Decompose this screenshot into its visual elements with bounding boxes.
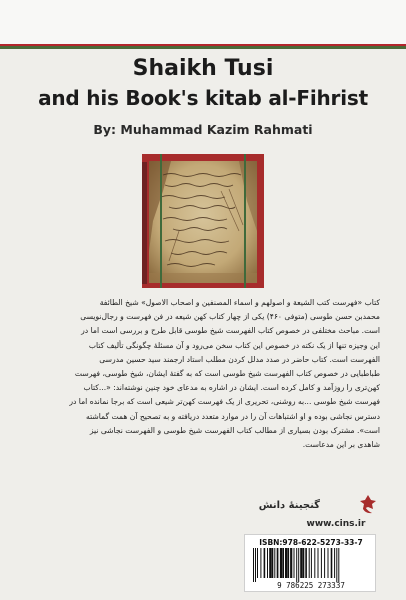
barcode-bar <box>282 548 284 578</box>
description-line: این وجیزه تنها از یک نکته در خصوص این کتاب سخن می‌رود و آن مسئلهٔ چگونگی تألیف کتاب <box>88 340 380 350</box>
book-title-line-2: and his Book's kitab al-Fihrist <box>38 86 368 110</box>
barcode-bar <box>255 548 256 582</box>
description-line: محمدبن حسن طوسی (متوفی ۴۶۰) یکی از چهار کتاب کهن شیعه در فن فهرست و رجال‌نویسی <box>80 312 380 322</box>
manuscript-left-border <box>142 162 147 284</box>
barcode-bar <box>321 548 322 578</box>
barcode-bar <box>314 548 315 578</box>
manuscript-green-frame <box>160 154 246 288</box>
barcode-bar <box>257 548 258 578</box>
description-line: دسترس نجاشی بوده و او اشتباهات آن را در موارد متعدد دریافته و به تصحیح آن همت گماشته <box>86 411 380 421</box>
publisher-logo <box>258 491 376 517</box>
barcode-bar <box>264 548 266 578</box>
barcode-bar <box>260 548 261 578</box>
description-line: الفهرست است. کتاب حاضر در صدد مدلل کردن مطلب استاد ارجمند سید حسین مدرسی <box>99 354 380 364</box>
publisher-logo-text: گنجینهٔ دانش <box>258 500 320 511</box>
description-line: فهرست شیخ طوسی ...به روشنی، تحریری از یک فهرست کهن‌تر شیعی است که برجا نمانده اما در <box>69 397 380 407</box>
barcode-bar <box>274 548 275 578</box>
description-line: کتاب «فهرست کتب الشیعة و اصولهم و اسماء المصنفین و اصحاب الاصول» شیخ الطائفة <box>99 298 380 307</box>
barcode-bar <box>298 548 299 582</box>
barcode-bar <box>328 548 329 578</box>
barcode-bar <box>334 548 335 578</box>
barcode-bar <box>331 548 333 578</box>
barcode-bar <box>272 548 274 578</box>
barcode-bar <box>285 548 287 578</box>
description-line: کهن‌تری را روزآمد و کامل کرده است. ایشان در اشاره به مدعای خود چنین نوشته‌اند: «...کتاب <box>83 383 380 393</box>
isbn-label: ISBN:978-622-5273-33-7 <box>259 538 363 547</box>
top-green-rule <box>0 46 406 49</box>
barcode-bar <box>294 548 295 578</box>
barcode-bar <box>269 548 271 578</box>
author-byline: By: Muhammad Kazim Rahmati <box>93 122 313 137</box>
barcode-bar <box>267 548 268 578</box>
barcode-bar <box>290 548 292 578</box>
barcode-box <box>244 534 376 592</box>
barcode-bar <box>338 548 339 582</box>
barcode <box>251 548 371 582</box>
description-line: است. مباحث مختلفی در خصوص کتاب الفهرست شیخ طوسی قابل طرح و بررسی است اما در <box>81 326 380 336</box>
barcode-bar <box>309 548 310 578</box>
barcode-bar <box>303 548 305 578</box>
description-line: شاهدی بر این مدعاست. <box>302 440 380 450</box>
barcode-bar <box>305 548 307 578</box>
barcode-bar <box>318 548 319 578</box>
top-band <box>0 0 406 48</box>
barcode-bar <box>287 548 289 578</box>
barcode-bar <box>311 548 312 578</box>
description-line: است». مشترک بودن بسیاری از مطالب کتاب الفهرست شیخ طوسی و الفهرست نجاشی نیز <box>89 425 380 435</box>
barcode-bar <box>253 548 254 582</box>
barcode-bar <box>336 548 337 582</box>
publisher-url[interactable]: www.cins.ir <box>306 519 366 529</box>
barcode-bar <box>324 548 325 578</box>
book-title-line-1: Shaikh Tusi <box>132 56 274 81</box>
barcode-number: 9 786225 273337 <box>277 581 345 590</box>
barcode-bar <box>300 548 302 578</box>
barcode-bar <box>280 548 282 578</box>
barcode-bar <box>277 548 279 578</box>
description-line: طباطبایی در خصوص کتاب الفهرست شیخ طوسی است که به گفتهٔ ایشان، شیخ طوسی، فهرست <box>74 369 380 379</box>
back-cover-description <box>28 296 380 452</box>
barcode-bar <box>296 548 297 582</box>
